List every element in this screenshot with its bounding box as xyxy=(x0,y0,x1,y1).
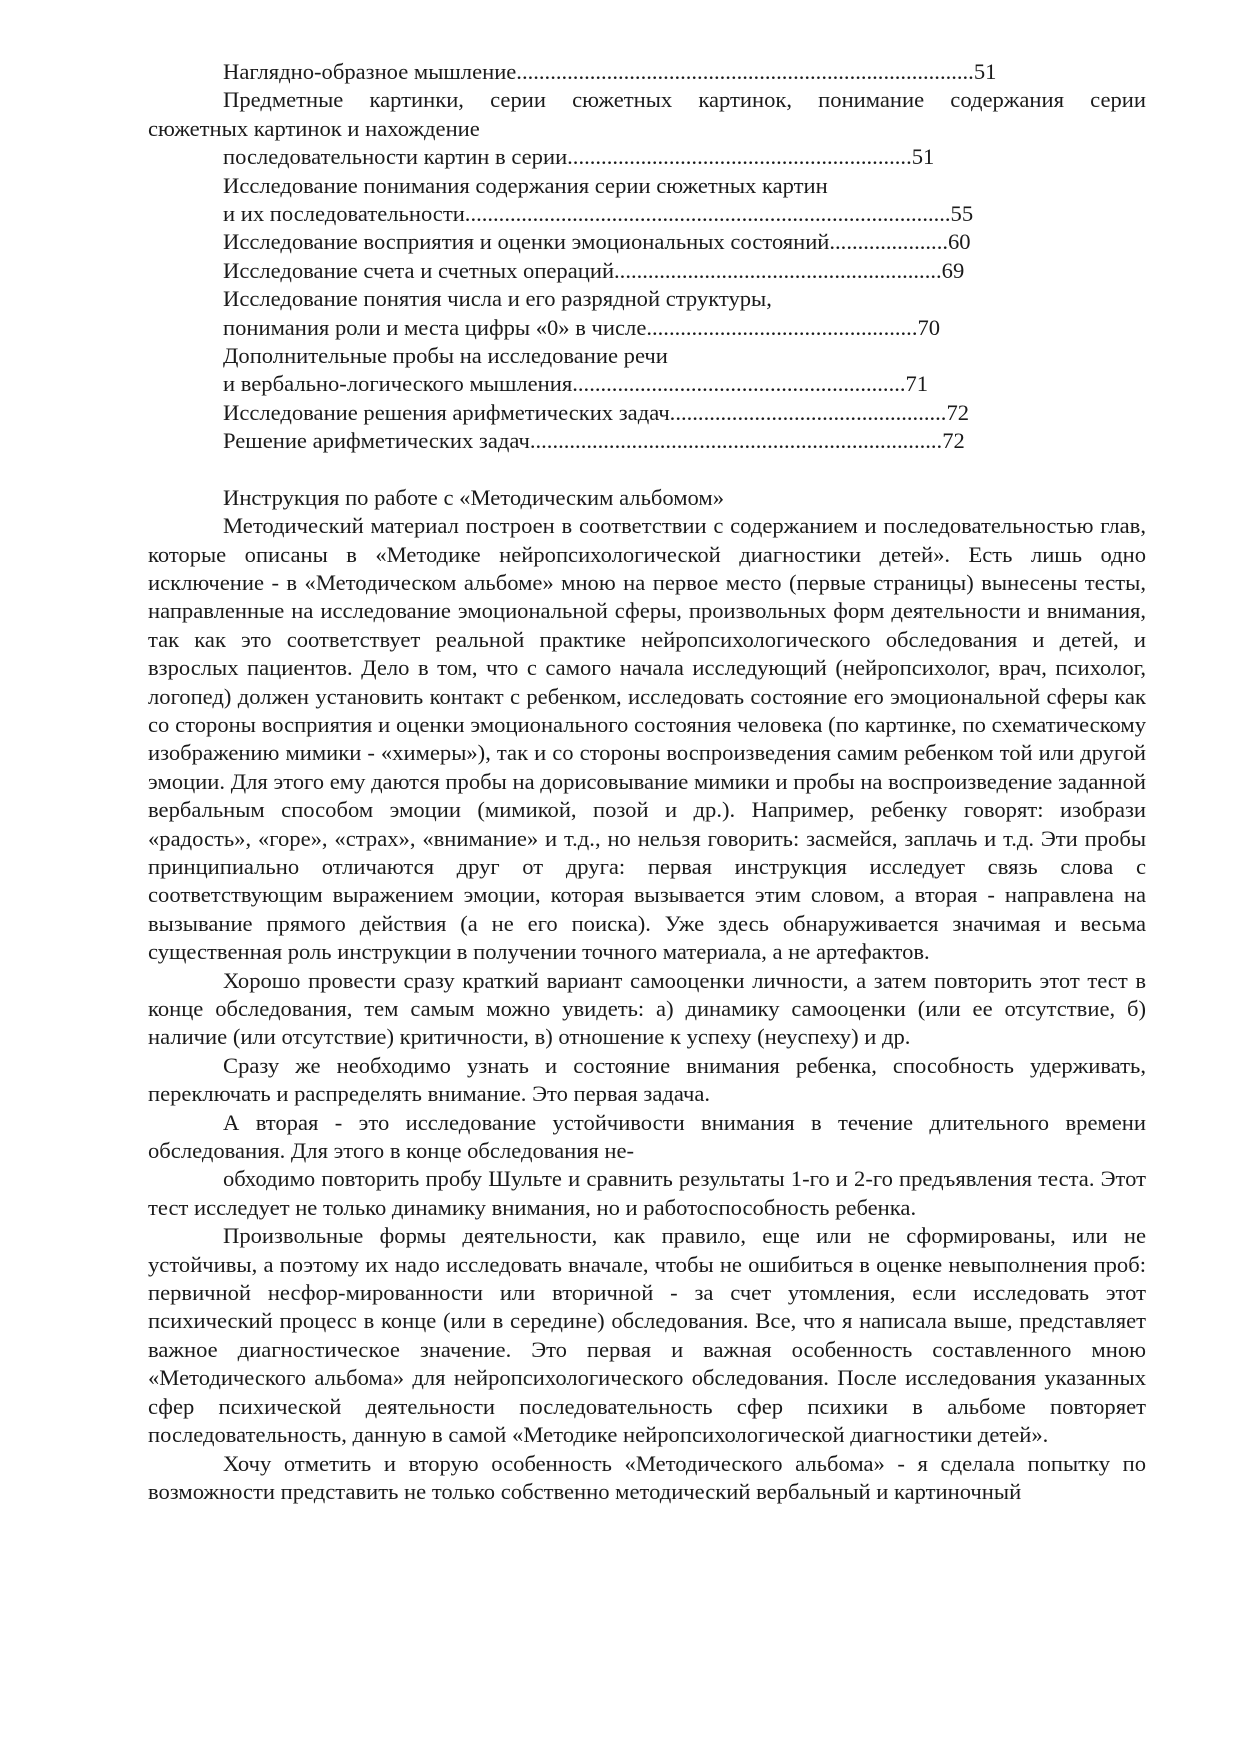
body-paragraph: Хорошо провести сразу краткий вариант самооценки личности, а затем повторить этот тест в конце обследования, тем самым можно увидеть: а) динамику самооценки (или ее отсутствие, б) наличие (или отсутствие) критичности, в) отношение к успеху (неуспеху) и др. xyxy=(148,967,1146,1050)
body-paragraph: Методический материал построен в соответствии с содержанием и последовательностью глав, которые описаны в «Методике нейропсихологической диагностики детей». Есть лишь одно исключение - в «Методическом альбоме» мною на первое место (первые страницы) вынесены тесты, направленные на исследование эмоциональной сферы, произвольных форм деятельности и внимания, так как это соответствует реальной практике нейропсихологического обследования и детей, и взрослых пациентов. Дело в том, что с самого начала исследующий (нейропсихолог, врач, психолог, логопед) должен установить контакт с ребенком, исследовать состояние его эмоциональной сферы как со стороны восприятия и оценки эмоционального состояния человека (по картинке, по схематическому изображению мимики - «химеры»), так и со стороны воспроизведения самим ребенком той или другой эмоции. Для этого ему даются пробы на дорисовывание мимики и пробы на воспроизведение заданной вербальным способом эмоции (мимикой, позой и др.). Например, ребенку говорят: изобрази «радость», «горе», «страх», «внимание» и т.д., но нельзя говорить: засмейся, заплачь и т.д. Эти пробы принципиально отличаются друг от друга: первая инструкция исследует связь слова с соответствующим выражением эмоции, которая вызывается этим словом, а вторая - направлена на вызывание прямого действия (а не его поиска). Уже здесь обнаруживается значимая и весьма существенная роль инструкции в получении точного материала, а не артефактов. xyxy=(148,513,1146,965)
toc-entry-picture-sequence: последовательности картин в серии.............................................................51 xyxy=(223,144,935,170)
toc-entry-series-understanding-cont: и их последовательности......................................................................................55 xyxy=(223,201,974,227)
toc-entry-extra-speech-tests: Дополнительные пробы на исследование речи xyxy=(223,343,668,369)
body-paragraph: обходимо повторить пробу Шульте и сравнить результаты 1-го и 2-го предъявления теста. Этот тест исследует не только динамику внимания, но и работоспособность ребенка. xyxy=(148,1166,1146,1220)
spacer xyxy=(148,456,1146,484)
toc-entry-series-understanding: Исследование понимания содержания серии сюжетных картин xyxy=(223,172,828,198)
toc-entry-arithmetic-solving: Решение арифметических задач.........................................................................72 xyxy=(223,428,965,454)
body-paragraph: Произвольные формы деятельности, как правило, еще или не сформированы, или не устойчивы, а поэтому их надо исследовать вначале, чтобы не ошибиться в оценке невыполнения проб: первичной несфор-мированности или вторичной - за счет утомления, если исследовать этот психический процесс в конце (или в середине) обследования. Все, что я написала выше, представляет важное диагностическое значение. Это первая и важная особенность составленного мною «Методического альбома» для нейропсихологического обследования. После исследования указанных сфер психической деятельности последовательность сфер психики в альбоме повторяет последовательность, данную в самой «Методике нейропсихологической диагностики детей». xyxy=(148,1223,1146,1448)
document-page xyxy=(148,58,1146,1506)
toc-entry-number-concept-cont: понимания роли и места цифры «0» в числе................................................70 xyxy=(223,314,941,340)
toc-entry-subject-pictures-cont: сюжетных картинок и нахождение xyxy=(148,115,480,141)
toc-entry-number-concept: Исследование понятия числа и его разрядной структуры, xyxy=(223,286,772,312)
toc-entry-visual-thinking: Наглядно-образное мышление.................................................................................51 xyxy=(223,59,997,84)
table-of-contents xyxy=(148,58,1146,456)
toc-entry-subject-pictures: Предметные картинки, серии сюжетных картинок, понимание содержания серии xyxy=(223,87,1146,113)
body-paragraph: А вторая - это исследование устойчивости внимания в течение длительного времени обследования. Для этого в конце обследования не- xyxy=(148,1109,1146,1164)
body-paragraph: Хочу отметить и вторую особенность «Методического альбома» - я сделала попытку по возможности представить не только собственно методический вербальный и картиночный xyxy=(148,1450,1146,1504)
body-paragraph: Сразу же необходимо узнать и состояние внимания ребенка, способность удерживать, переключать и распределять внимание. Это первая задача. xyxy=(148,1052,1146,1107)
section-heading: Инструкция по работе с «Методическим альбомом» xyxy=(223,484,725,510)
toc-entry-counting: Исследование счета и счетных операций..........................................................69 xyxy=(223,257,965,283)
toc-entry-extra-speech-tests-cont: и вербально-логического мышления...........................................................71 xyxy=(223,371,929,397)
toc-entry-emotional-states: Исследование восприятия и оценки эмоциональных состояний.....................60 xyxy=(223,229,971,255)
toc-entry-arithmetic-research: Исследование решения арифметических задач.................................................72 xyxy=(223,399,970,425)
